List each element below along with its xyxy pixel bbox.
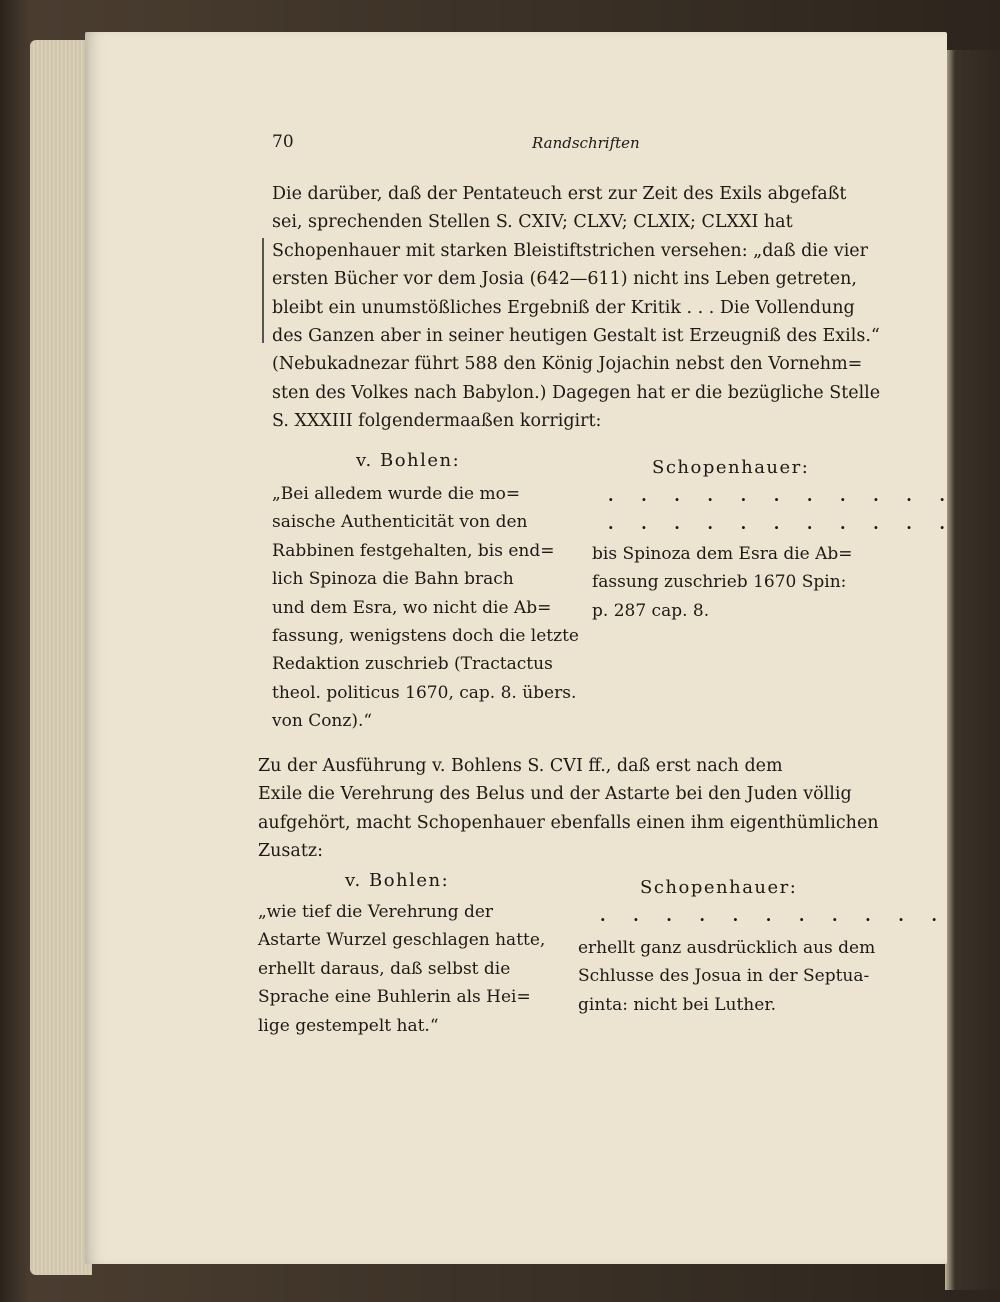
text-line: theol. politicus 1670, cap. 8. übers.	[272, 682, 577, 703]
text-line: S. XXXIII folgendermaaßen korrigirt:	[272, 411, 602, 432]
text-line: erhellt ganz ausdrücklich aus dem	[578, 938, 876, 958]
text-line: sten des Volkes nach Babylon.) Dagegen hat er die bezügliche Stelle	[272, 382, 881, 403]
text-line: Zu der Ausführung v. Bohlens S. CVI ff., daß erst nach dem	[258, 756, 783, 776]
schopenhauer-heading-2: Schopenhauer:	[640, 877, 798, 898]
text-line: Redaktion zuschrieb (Tractactus	[272, 654, 553, 675]
ellipsis-dots: . . . . . . . . . . .	[600, 906, 948, 925]
text-line: lige gestempelt hat.“	[258, 1015, 439, 1036]
text-line: fassung zuschrieb 1670 Spin:	[592, 572, 847, 593]
book-cover-edge	[945, 50, 1000, 1290]
text-line: lich Spinoza die Bahn brach	[272, 569, 514, 590]
text-line: Astarte Wurzel geschlagen hatte,	[258, 930, 546, 951]
text-line: „Bei alledem wurde die mo=	[272, 484, 521, 504]
text-line: aufgehört, macht Schopenhauer ebenfalls einen ihm eigenthümlichen	[258, 812, 879, 833]
ellipsis-dots: . . . . . . . . . . .	[608, 486, 956, 505]
text-line: fassung, wenigstens doch die letzte	[272, 626, 579, 647]
text-line: Sprache eine Buhlerin als Hei=	[258, 987, 531, 1008]
text-line: Rabbinen festgehalten, bis end=	[272, 540, 555, 561]
text-line: Schopenhauer mit starken Bleistiftstrichen versehen: „daß die vier	[272, 240, 869, 261]
text-line: Die darüber, daß der Pentateuch erst zur Zeit des Exils abgefaßt	[272, 184, 847, 204]
schopenhauer-heading-1: Schopenhauer:	[652, 457, 810, 478]
text-line: sei, sprechenden Stellen S. CXIV; CLXV; CLXIX; CLXXI hat	[272, 212, 793, 233]
text-line: des Ganzen aber in seiner heutigen Gestalt ist Erzeugniß des Exils.“	[272, 326, 880, 347]
text-line: (Nebukadnezar führt 588 den König Jojachin nebst den Vornehm=	[272, 354, 863, 375]
schopenhauer-note-1	[592, 540, 892, 625]
running-head: Randschriften	[532, 134, 640, 152]
page-number: 70	[272, 132, 294, 152]
text-line: ersten Bücher vor dem Josia (642—611) nicht ins Leben getreten,	[272, 269, 857, 290]
text-line: Exile die Verehrung des Belus und der Astarte bei den Juden völlig	[258, 784, 852, 805]
text-line: Schlusse des Josua in der Septua-	[578, 966, 870, 987]
text-line: ginta: nicht bei Luther.	[578, 994, 776, 1015]
schopenhauer-note-2	[578, 934, 888, 1019]
intro-paragraph	[272, 180, 884, 436]
book-page-edges	[30, 40, 92, 1275]
text-line: bleibt ein unumstößliches Ergebniß der Kritik . . . Die Vollendung	[272, 297, 855, 318]
text-line: und dem Esra, wo nicht die Ab=	[272, 597, 552, 618]
text-line: von Conz).“	[272, 711, 373, 732]
middle-paragraph	[258, 752, 884, 866]
bohlen-quote-1	[272, 480, 579, 736]
text-line: Zusatz:	[258, 841, 323, 862]
text-line: bis Spinoza dem Esra die Ab=	[592, 544, 853, 564]
ellipsis-dots: . . . . . . . . . . .	[608, 514, 956, 533]
bohlen-quote-2	[258, 898, 568, 1040]
text-line: erhellt daraus, daß selbst die	[258, 958, 511, 979]
margin-pencil-mark	[262, 238, 264, 343]
text-line: „wie tief die Verehrung der	[258, 902, 494, 922]
bohlen-heading-2: v. Bohlen:	[345, 870, 450, 891]
text-line: p. 287 cap. 8.	[592, 600, 710, 621]
text-line: saische Authenticität von den	[272, 512, 528, 533]
bohlen-heading-1: v. Bohlen:	[356, 450, 461, 471]
